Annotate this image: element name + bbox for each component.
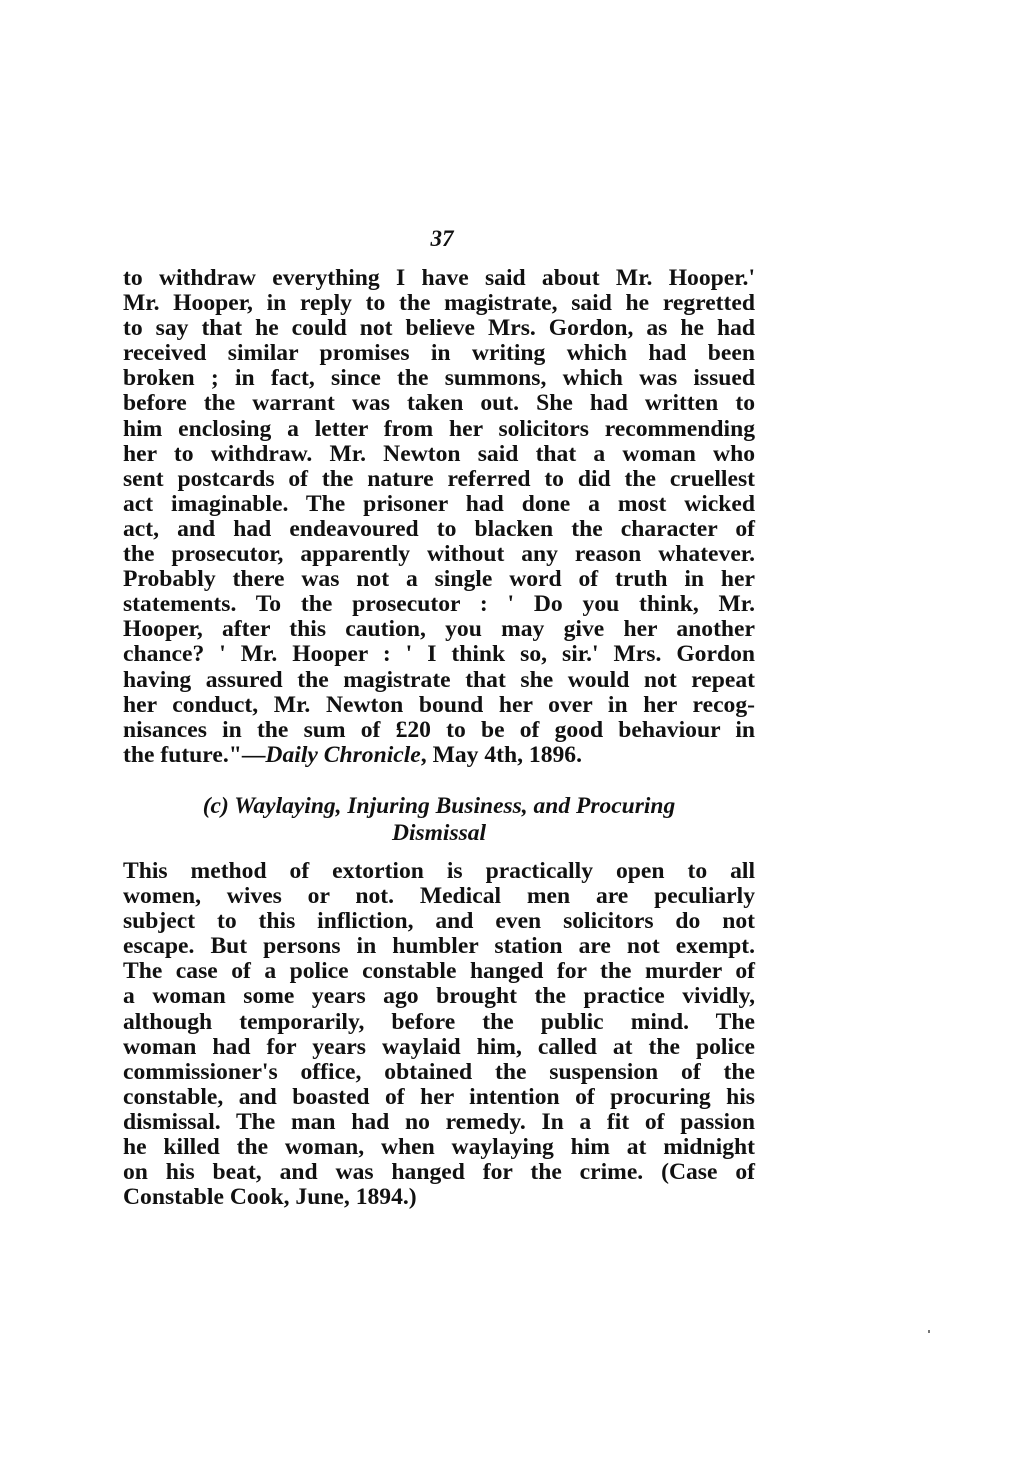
text-line: statements. To the prosecutor : ' Do you think, Mr. [123, 591, 755, 618]
text-line: a woman some years ago brought the practice vividly, [123, 983, 755, 1010]
text-line: her to withdraw. Mr. Newton said that a woman who [123, 440, 755, 467]
text-line: chance? ' Mr. Hooper : ' I think so, sir.' Mrs. Gordon [123, 641, 755, 668]
text-line: This method of extortion is practically open to all [123, 858, 755, 884]
citation-prefix: the future."— [123, 741, 266, 768]
text-line: him enclosing a letter from her solicitors recommending [123, 415, 755, 442]
section-heading-line: (c) Waylaying, Injuring Business, and Procuring [202, 793, 676, 819]
text-line: to withdraw everything I have said about Mr. Hooper.' [123, 265, 755, 291]
page-number: 37 [430, 226, 454, 251]
text-line: Probably there was not a single word of truth in her [123, 566, 755, 593]
text-line: broken ; in fact, since the summons, which was issued [123, 365, 755, 392]
text-line: act, and had endeavoured to blacken the character of [123, 515, 755, 542]
text-line: to say that he could not believe Mrs. Gordon, as he had [123, 315, 755, 342]
text-line: sent postcards of the nature referred to did the cruellest [123, 465, 755, 492]
source-date: , May 4th, 1896. [420, 741, 582, 768]
text-line: dismissal. The man had no remedy. In a fit of passion [123, 1108, 755, 1135]
text-line: Hooper, after this caution, you may give her another [123, 616, 755, 643]
text-line: he killed the woman, when waylaying him at midnight [123, 1134, 755, 1161]
text-line: subject to this infliction, and even solicitors do not [123, 908, 755, 935]
text-line: woman had for years waylaid him, called at the police [123, 1033, 755, 1060]
text-line: the prosecutor, apparently without any reason whatever. [123, 541, 755, 568]
text-line: Constable Cook, June, 1894.) [123, 1184, 417, 1211]
text-line: escape. But persons in humbler station are not exempt. [123, 933, 755, 960]
source-title: Daily Chronicle [265, 741, 421, 768]
text-line: The case of a police constable hanged for the murder of [123, 958, 755, 985]
text-line: her conduct, Mr. Newton bound her over in her recog- [123, 691, 755, 718]
text-line: nisances in the sum of £20 to be of good behaviour in [123, 716, 755, 743]
quoted-report-paragraph [123, 266, 755, 768]
text-line: act imaginable. The prisoner had done a most wicked [123, 490, 755, 517]
text-line: women, wives or not. Medical men are peculiarly [123, 883, 755, 910]
text-line: although temporarily, before the public mind. The [123, 1008, 755, 1035]
section-heading [123, 793, 755, 847]
text-line: having assured the magistrate that she would not repeat [123, 666, 755, 693]
text-line: Mr. Hooper, in reply to the magistrate, said he regretted [123, 290, 755, 317]
text-line: commissioner's office, obtained the suspension of the [123, 1058, 755, 1085]
text-line: constable, and boasted of her intention of procuring his [123, 1083, 755, 1110]
print-speck [928, 1330, 930, 1333]
text-line: before the warrant was taken out. She had written to [123, 390, 755, 417]
citation-line [123, 743, 755, 768]
body-paragraph [123, 859, 755, 1210]
section-heading-line: Dismissal [391, 820, 487, 846]
text-line: on his beat, and was hanged for the crime. (Case of [123, 1159, 755, 1186]
text-line: received similar promises in writing which had been [123, 340, 755, 367]
